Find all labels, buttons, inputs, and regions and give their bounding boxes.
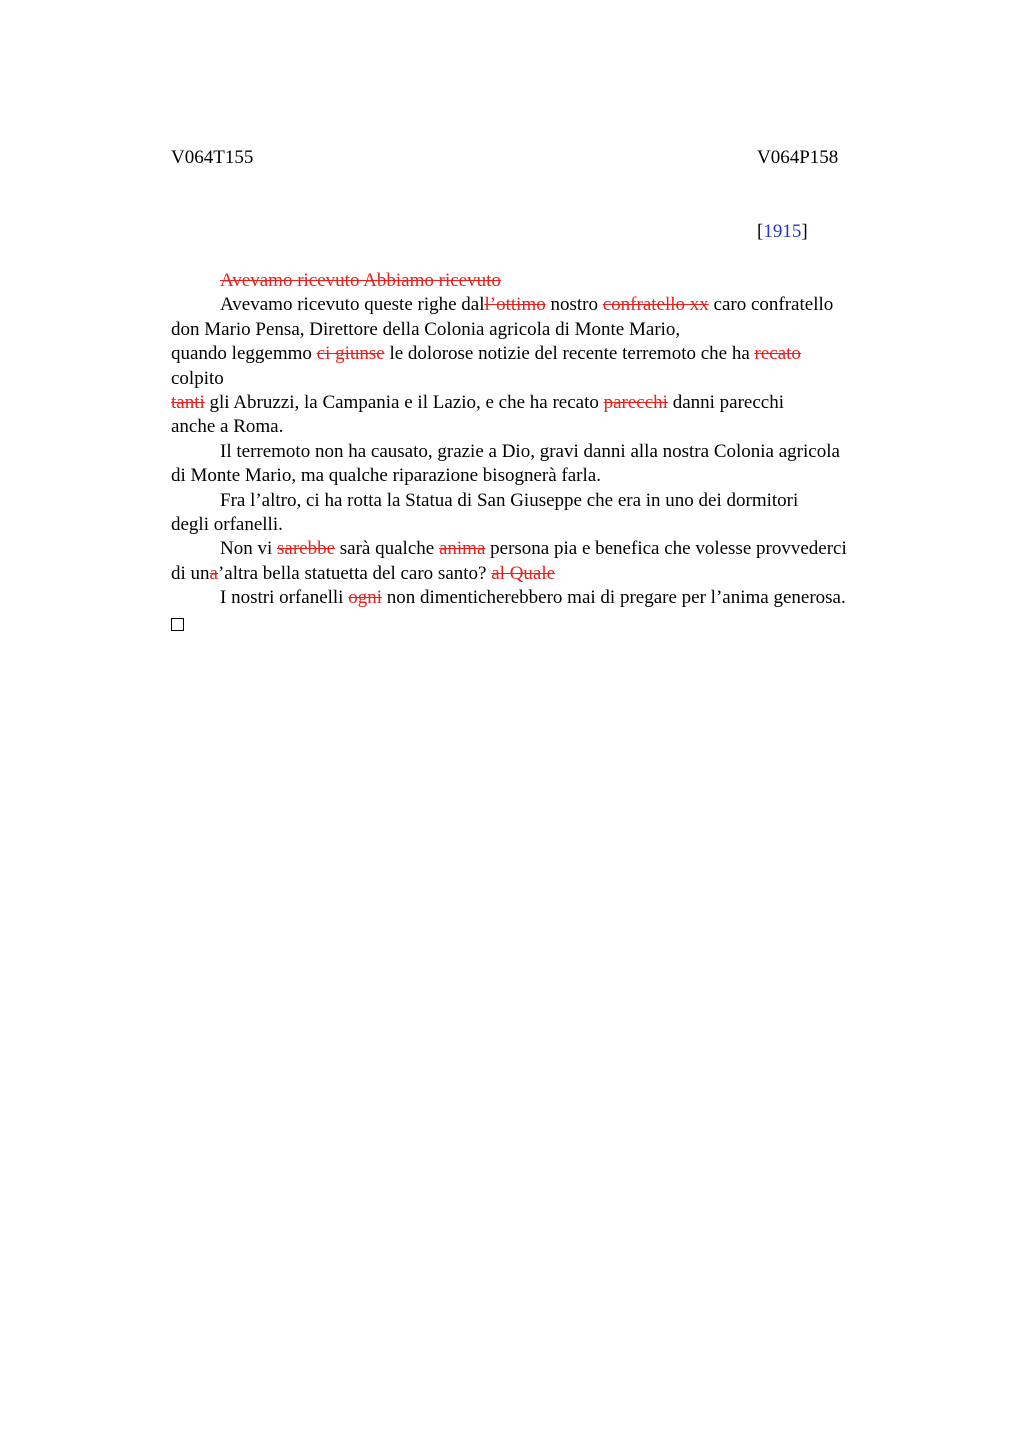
body-text: di un — [171, 562, 210, 584]
year-link[interactable]: 1915 — [763, 221, 802, 242]
body-text: I nostri orfanelli — [220, 587, 349, 609]
body-text: gli Abruzzi, la Campania e il Lazio, e che ha recato — [204, 392, 604, 414]
text-line — [171, 537, 911, 561]
body-text: danni parecchi — [667, 392, 785, 414]
deleted-text: Avevamo ricevuto Abbiamo ricevuto — [220, 270, 501, 291]
checkbox-icon — [171, 618, 184, 631]
body-text: Avevamo ricevuto queste righe dal — [220, 294, 485, 316]
body-text: don Mario Pensa, Direttore della Colonia agricola di Monte Mario, — [171, 318, 681, 340]
body-text: nostro — [545, 294, 603, 316]
year-close-bracket: ] — [801, 221, 808, 242]
body-text: Il terremoto non ha causato, grazie a Dio, gravi danni alla nostra Colonia agricola — [220, 440, 840, 462]
text-line — [171, 513, 911, 537]
body-text: ’altra bella statuetta del caro santo? — [217, 562, 492, 584]
text-line — [171, 293, 911, 317]
year-marker — [757, 220, 808, 244]
body-text: degli orfanelli. — [171, 514, 283, 536]
deleted-text: recato — [754, 343, 801, 365]
text-line — [171, 391, 911, 415]
deleted-text: anima — [438, 538, 486, 560]
body-text: caro confratello — [708, 294, 834, 316]
body-text: colpito — [171, 367, 224, 389]
body-text: sarà qualche — [335, 538, 439, 560]
body-text: Fra l’altro, ci ha rotta la Statua di San Giuseppe che era in uno dei dormitori — [220, 489, 799, 511]
document-code-right: V064P158 — [757, 147, 839, 168]
body-text: quando leggemmo — [171, 343, 317, 365]
text-line — [171, 464, 911, 488]
year-open-bracket: [ — [757, 221, 764, 242]
text-line — [171, 367, 911, 391]
text-line — [171, 440, 911, 464]
text-line — [171, 269, 911, 293]
body-text: le dolorose notizie del recente terremoto che ha — [384, 343, 755, 365]
deleted-text: confratello xx — [602, 294, 709, 316]
text-line — [171, 489, 911, 513]
text-line — [171, 342, 911, 366]
deleted-text: ogni — [348, 587, 382, 609]
body-text: non dimenticherebbero mai di pregare per l’anima generosa. — [382, 587, 846, 609]
body-text: anche a Roma. — [171, 416, 284, 438]
deleted-text: l’ottimo — [484, 294, 546, 316]
body-text: di Monte Mario, ma qualche riparazione bisognerà farla. — [171, 465, 601, 487]
body-text: persona pia e benefica che volesse provvederci — [485, 538, 847, 560]
deleted-text: ci giunse — [316, 343, 385, 365]
text-line — [171, 586, 911, 610]
deleted-text: parecchi — [603, 392, 668, 414]
document-code-left: V064T155 — [171, 147, 254, 168]
text-line — [171, 415, 911, 439]
text-line — [171, 562, 911, 586]
body-text: Non vi — [220, 538, 277, 560]
deleted-text: al Quale — [491, 562, 556, 584]
end-marker — [171, 611, 911, 638]
letter-body — [171, 269, 911, 638]
deleted-text: tanti — [171, 392, 205, 414]
text-line — [171, 318, 911, 342]
deleted-text: a — [209, 562, 218, 584]
deleted-text: sarebbe — [277, 538, 336, 560]
